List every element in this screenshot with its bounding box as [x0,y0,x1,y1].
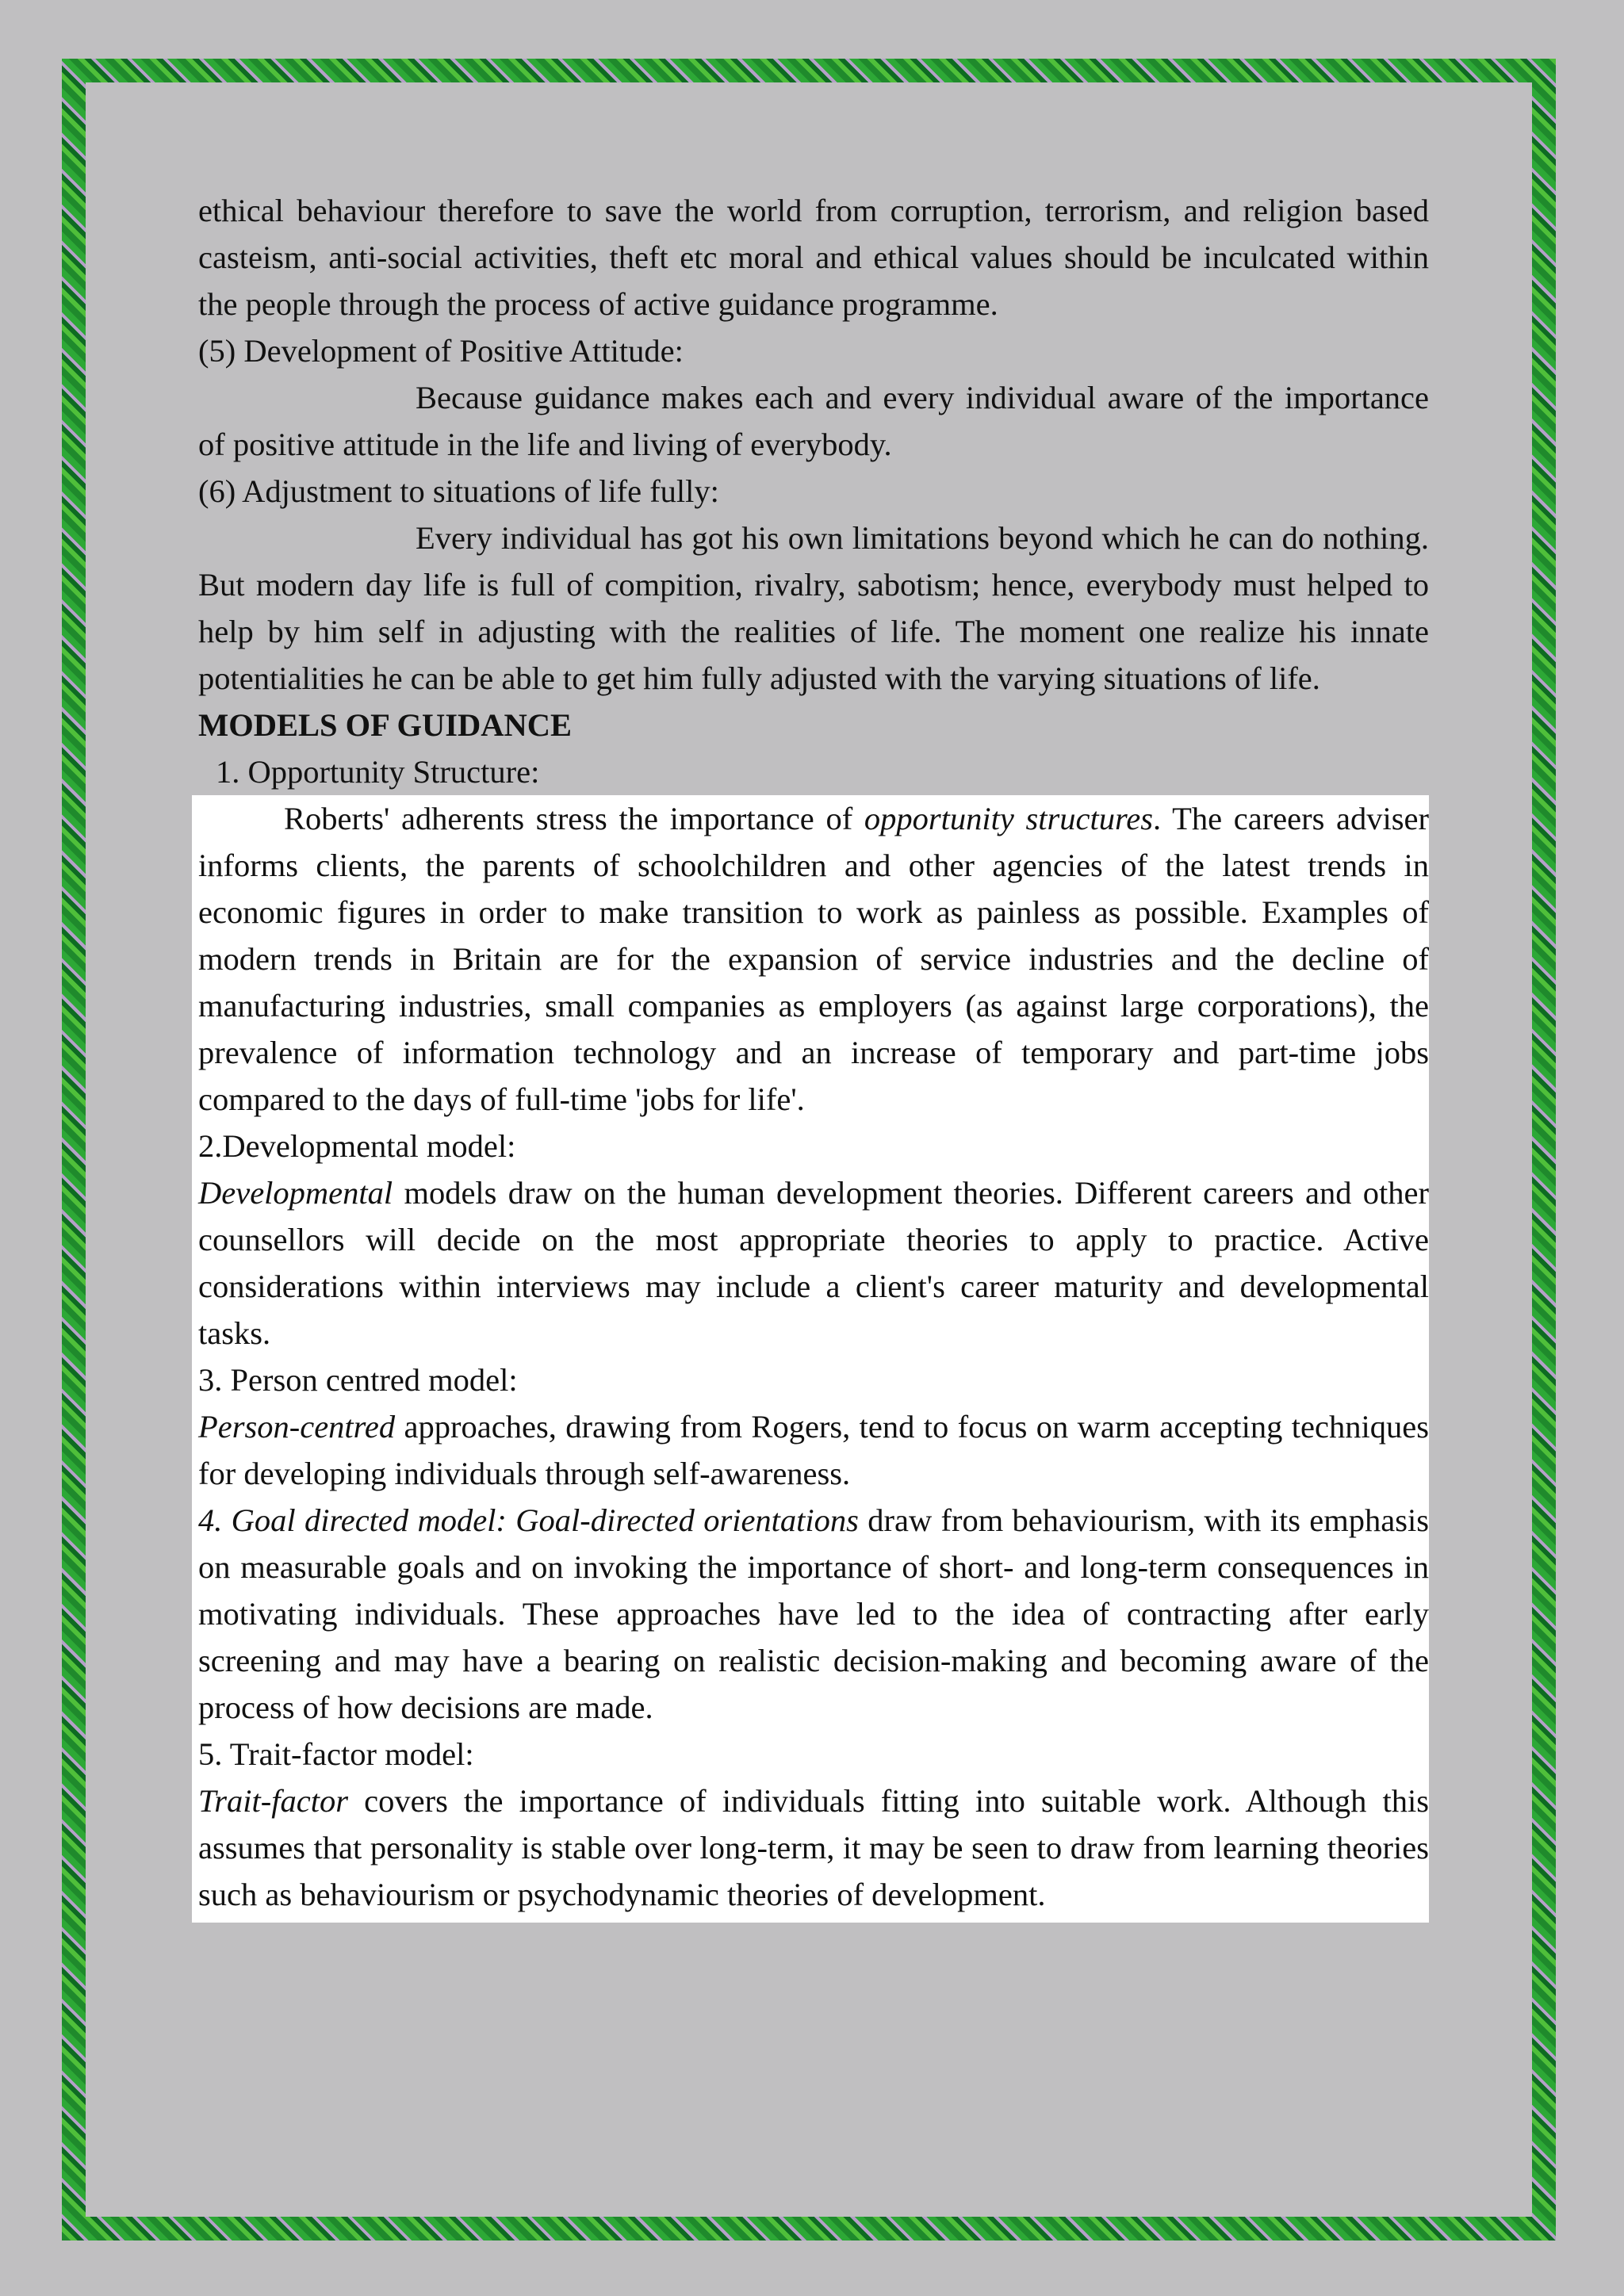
intro-paragraph: ethical behaviour therefore to save the world from corruption, terrorism, and religion based casteism, anti-social activities, theft etc moral and ethical values should be inculcated within the people through the process of active guidance programme. [198,193,1429,322]
model5-paragraph [198,1777,1429,1918]
page-content [198,187,1429,1923]
model4-paragraph [198,1497,1429,1731]
model1-text-before: Roberts' adherents stress the importance of [284,801,864,836]
item6-paragraph: Every individual has got his own limitations beyond which he can do nothing. But modern day life is full of compition, rivalry, sabotism; hence, everybody must helped to help by him self in adjusting with the realities of life. The moment one realize his innate potentialities he can be able to get him fully adjusted with the varying situations of life. [198,520,1429,696]
model3-paragraph [198,1403,1429,1497]
model2-text: models draw on the human development theories. Different careers and other counsellors will decide on the most appropriate theories to apply to practice. Active considerations within interviews may include a client's career maturity and developmental tasks. [198,1175,1429,1351]
model4-term: 4. Goal directed model: Goal-directed orientations [198,1502,859,1538]
model3-term: Person-centred [198,1409,396,1445]
model1-paragraph [198,795,1429,1123]
model5-heading: 5. Trait-factor model: [198,1736,474,1772]
model3-heading: 3. Person centred model: [198,1362,518,1398]
item5-heading: (5) Development of Positive Attitude: [198,333,684,369]
model4-text: draw from behaviourism, with its emphasis on measurable goals and on invoking the importance of short- and long-term consequences in motivating individuals. These approaches have led to the idea of contracting after early screening and may have a bearing on realistic decision-making and becoming aware of the process of how decisions are made. [198,1502,1429,1725]
model5-text: covers the importance of individuals fitting into suitable work. Although this assumes that personality is stable over long-term, it may be seen to draw from learning theories such as behaviourism or psychodynamic theories of development. [198,1783,1429,1912]
model2-term: Developmental [198,1175,393,1211]
model5-term: Trait-factor [198,1783,349,1819]
model2-paragraph [198,1169,1429,1357]
model1-text-after: . The careers adviser informs clients, the parents of schoolchildren and other agencies of the latest trends in economic figures in order to make transition to work as painless as possible. Examples of modern trends in Britain are for the expansion of service industries and the decline of manufacturing industries, small companies as employers (as against large corporations), the prevalence of information technology and an increase of temporary and part-time jobs compared to the days of full-time 'jobs for life'. [198,801,1430,1117]
section-title: MODELS OF GUIDANCE [198,707,573,743]
model1-heading: 1. Opportunity Structure: [216,754,540,790]
model2-heading: 2.Developmental model: [198,1128,516,1164]
model3-text: approaches, drawing from Rogers, tend to focus on warm accepting techniques for developing individuals through self-awareness. [198,1409,1429,1491]
item6-heading: (6) Adjustment to situations of life fully: [198,473,719,509]
item5-paragraph: Because guidance makes each and every individual aware of the importance of positive attitude in the life and living of everybody. [198,380,1429,462]
highlighted-block [192,795,1429,1923]
model1-term: opportunity structures [864,801,1154,836]
